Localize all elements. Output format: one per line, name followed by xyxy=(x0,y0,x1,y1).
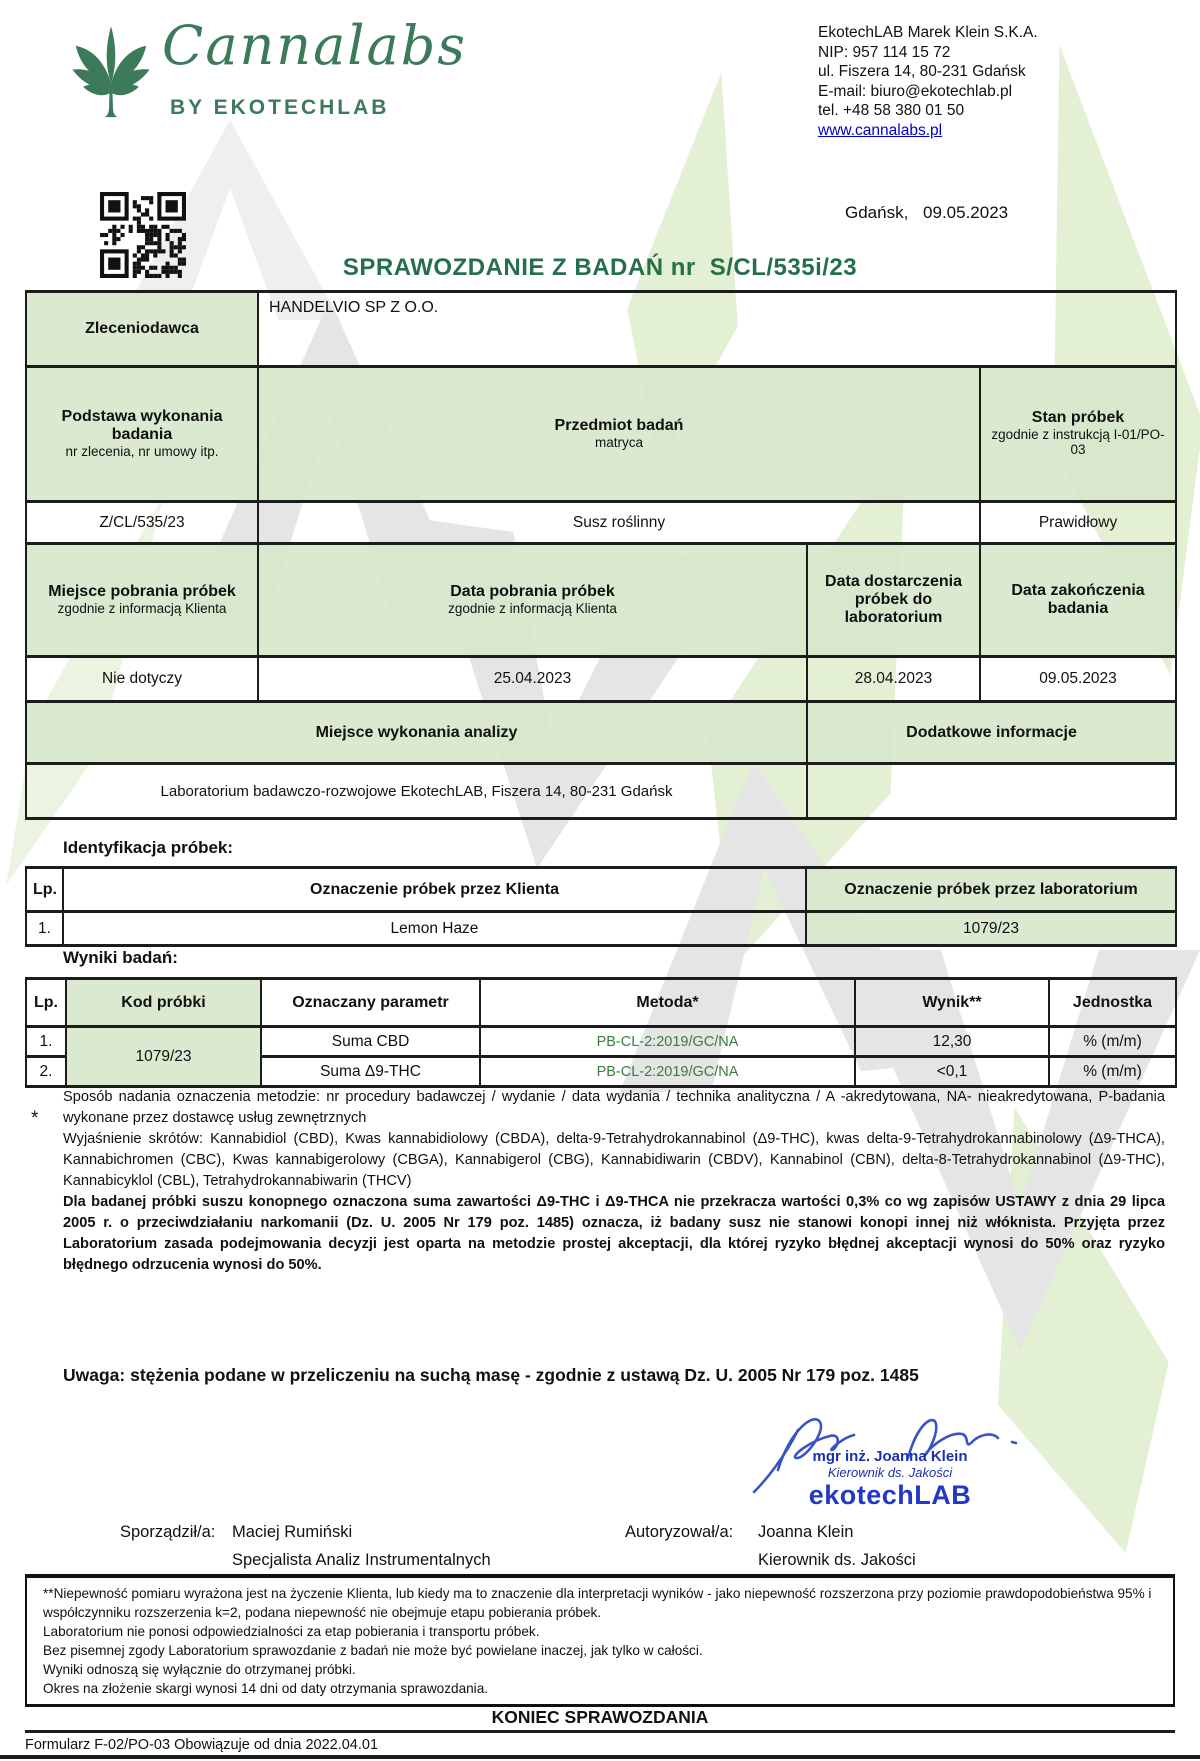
res-col-method: Metoda* xyxy=(480,979,855,1027)
cannabis-leaf-icon xyxy=(70,22,152,122)
table-row xyxy=(26,912,1176,946)
stamp-name: mgr inż. Joanna Klein xyxy=(812,1448,968,1465)
identification-heading: Identyfikacja próbek: xyxy=(63,838,234,857)
res-col-param: Oznaczany parametr xyxy=(261,979,480,1027)
sampling-date-sub: zgodnie z informacją Klienta xyxy=(448,600,617,616)
results-heading: Wyniki badań: xyxy=(63,948,178,967)
prepared-by-role: Specjalista Analiz Instrumentalnych xyxy=(232,1551,491,1569)
report-date: 09.05.2023 xyxy=(923,203,1009,222)
disclaimer-line: Okres na złożenie skargi wynosi 14 dni od daty otrzymania sprawozdania. xyxy=(43,1681,489,1696)
sampling-date-value: 25.04.2023 xyxy=(258,657,807,702)
state-header xyxy=(980,367,1176,502)
client-label: Zleceniodawca xyxy=(26,292,258,367)
method-footnote: Sposób nadania oznaczenia metodzie: nr procedury badawczej / wydanie / data wydania / technika analityczna / A -akredytowana, NA- nieakredytowana, P-badania wykonane przez dostawcę usług zewnętrznych xyxy=(63,1089,1165,1126)
company-website-link[interactable]: www.cannalabs.pl xyxy=(818,121,943,139)
id-col-lp: Lp. xyxy=(26,868,63,912)
sampling-place-value: Nie dotyczy xyxy=(26,657,258,702)
disclaimer-line: Wyniki odnoszą się wyłącznie do otrzymanej próbki. xyxy=(43,1662,356,1677)
brand-wordmark: Cannalabs xyxy=(162,14,468,77)
basis-value: Z/CL/535/23 xyxy=(26,502,258,544)
subject-value: Susz roślinny xyxy=(258,502,980,544)
res-row-unit: % (m/m) xyxy=(1049,1057,1176,1087)
dry-mass-remark: Uwaga: stężenia podane w przeliczeniu na suchą masę - zgodnie z ustawą Dz. U. 2005 Nr 179 poz. 1485 xyxy=(63,1365,919,1385)
form-reference: Formularz F-02/PO-03 Obowiązuje od dnia 2022.04.01 xyxy=(25,1737,379,1753)
res-row-result: 12,30 xyxy=(855,1027,1049,1057)
basis-label: Podstawa wykonania badania xyxy=(61,407,223,443)
brand-subtitle: BY EKOTECHLAB xyxy=(170,96,390,119)
stamp-role: Kierownik ds. Jakości xyxy=(827,1465,953,1480)
res-col-unit: Jednostka xyxy=(1049,979,1176,1027)
company-phone: tel. +48 58 380 01 50 xyxy=(818,102,965,119)
res-row-param: Suma Δ9-THC xyxy=(261,1057,480,1087)
table-row xyxy=(26,1027,1176,1057)
divider xyxy=(25,1730,1175,1733)
abbreviations-footnote: Wyjaśnienie skrótów: Kannabidiol (CBD), Kwas kannabidiolowy (CBDA), delta-9-Tetrahydrokannabinol (Δ9-THC), kwas delta-9-Tetrahydrokannabinolowy (Δ9-THCA), Kannabichromen (CBC), Kwas kannabigerolowy (CBGA), Kannabigerol (CBG), Kannabidiwarin (CBDV), Kannabinol (CBN), delta-8-Tetrahydrokannabinol (Δ9-THC), Kannabicyklol (CBL), Tetrahydrokannabiwarin (THCV) xyxy=(63,1131,1165,1189)
approver-stamp xyxy=(760,1448,1020,1511)
additional-info-value xyxy=(807,764,1176,819)
place: Gdańsk, xyxy=(845,203,909,222)
id-col-lab: Oznaczenie próbek przez laboratorium xyxy=(806,868,1176,912)
res-row-lp: 1. xyxy=(26,1027,66,1057)
footnotes-block xyxy=(63,1087,1165,1276)
company-name: EkotechLAB Marek Klein S.K.A. xyxy=(818,24,1038,41)
company-address: ul. Fiszera 14, 80-231 Gdańsk xyxy=(818,63,1026,80)
page-bottom-rule xyxy=(0,1755,1200,1759)
disclaimer-line: Bez pisemnej zgody Laboratorium sprawozdanie z badań nie może być powielane inaczej, jak tylko w całości. xyxy=(43,1643,703,1658)
place-date xyxy=(845,203,1008,223)
prepared-by-label: Sporządził/a: xyxy=(120,1523,216,1541)
res-row-method: PB-CL-2:2019/GC/NA xyxy=(480,1027,855,1057)
state-sub: zgodnie z instrukcją I-01/PO-03 xyxy=(991,427,1165,457)
decision-rule-note: Dla badanej próbki suszu konopnego oznaczona suma zawartości Δ9-THC i Δ9-THCA nie przekracza wartości 0,3% co wg zapisów USTAWY z dnia 29 lipca 2005 r. o przeciwdziałaniu narkomanii (Dz. U. 2005 Nr 179 poz. 1485) oznacza, iż badany susz nie stanowi konopi innej niż włóknista. Przyjęta przez Laboratorium zasada podejmowania decyzji jest oparta na metodzie prostej akceptacji, dla której ryzyko błędnej akceptacji wynosi do 50% oraz ryzyko błędnego odrzucenia wynosi do 50%. xyxy=(63,1194,1165,1273)
analysis-place-label: Miejsce wykonania analizy xyxy=(26,702,807,764)
delivery-date-label: Data dostarczenia próbek do laboratorium xyxy=(807,544,980,657)
prepared-by-name: Maciej Rumiński xyxy=(232,1523,353,1541)
state-label: Stan próbek xyxy=(1031,409,1125,426)
res-sample-code: 1079/23 xyxy=(66,1027,261,1087)
company-info-block xyxy=(818,23,1188,140)
res-col-code: Kod próbki xyxy=(66,979,261,1027)
subject-label: Przedmiot badań xyxy=(554,416,684,434)
analysis-place-value: Laboratorium badawczo-rozwojowe EkotechLAB, Fiszera 14, 80-231 Gdańsk xyxy=(26,764,807,819)
sampling-place-header xyxy=(26,544,258,657)
identification-table xyxy=(25,866,1177,947)
id-row-client: Lemon Haze xyxy=(63,912,806,946)
res-col-lp: Lp. xyxy=(26,979,66,1027)
res-row-result: <0,1 xyxy=(855,1057,1049,1087)
results-table xyxy=(25,977,1177,1088)
sampling-date-header xyxy=(258,544,807,657)
disclaimer-line: **Niepewność pomiaru wyrażona jest na życzenie Klienta, lub kiedy ma to znaczenie dla interpretacji wyników - jako niepewność rozszerzona przy poziomie prawdopodobieństwa 95% i współczynniku rozszerzenia k=2, podana niepewność nie obejmuje etapu pobierania próbek. xyxy=(43,1586,1152,1620)
company-nip: NIP: 957 114 15 72 xyxy=(818,43,951,61)
state-value: Prawidłowy xyxy=(980,502,1176,544)
authorized-by-role: Kierownik ds. Jakości xyxy=(758,1551,916,1569)
sampling-place-label: Miejsce pobrania próbek xyxy=(48,582,236,600)
sampling-date-label: Data pobrania próbek xyxy=(450,582,615,600)
basis-sub: nr zlecenia, nr umowy itp. xyxy=(65,443,219,459)
footnote-star: * xyxy=(31,1108,39,1129)
additional-info-label: Dodatkowe informacje xyxy=(807,702,1176,764)
end-date-value: 09.05.2023 xyxy=(980,657,1176,702)
report-number: S/CL/535i/23 xyxy=(709,254,858,281)
delivery-date-value: 28.04.2023 xyxy=(807,657,980,702)
res-row-lp: 2. xyxy=(26,1057,66,1087)
id-row-lp: 1. xyxy=(26,912,63,946)
page-title xyxy=(0,254,1200,282)
end-of-report-label: KONIEC SPRAWOZDANIA xyxy=(491,1707,709,1727)
disclaimer-line: Laboratorium nie ponosi odpowiedzialności za etap pobierania i transportu próbek. xyxy=(43,1624,540,1639)
client-value: HANDELVIO SP Z O.O. xyxy=(258,292,1176,367)
res-col-result: Wynik** xyxy=(855,979,1049,1027)
subject-header xyxy=(258,367,980,502)
res-row-param: Suma CBD xyxy=(261,1027,480,1057)
id-col-client: Oznaczenie próbek przez Klienta xyxy=(63,868,806,912)
title-text: SPRAWOZDANIE Z BADAŃ nr xyxy=(342,254,696,281)
id-row-lab: 1079/23 xyxy=(806,912,1176,946)
sampling-place-sub: zgodnie z informacją Klienta xyxy=(57,600,227,616)
authorized-by-label: Autoryzował/a: xyxy=(625,1523,734,1541)
disclaimer-box xyxy=(25,1574,1175,1707)
basis-header xyxy=(26,367,258,502)
res-row-method: PB-CL-2:2019/GC/NA xyxy=(480,1057,855,1087)
end-date-label: Data zakończenia badania xyxy=(980,544,1176,657)
res-row-unit: % (m/m) xyxy=(1049,1027,1176,1057)
info-table xyxy=(25,290,1177,820)
ekotechlab-logo: ekotechLAB xyxy=(808,1480,972,1510)
subject-sub: matryca xyxy=(594,434,643,450)
company-email: E-mail: biuro@ekotechlab.pl xyxy=(818,82,1013,100)
authorized-by-name: Joanna Klein xyxy=(758,1523,854,1541)
